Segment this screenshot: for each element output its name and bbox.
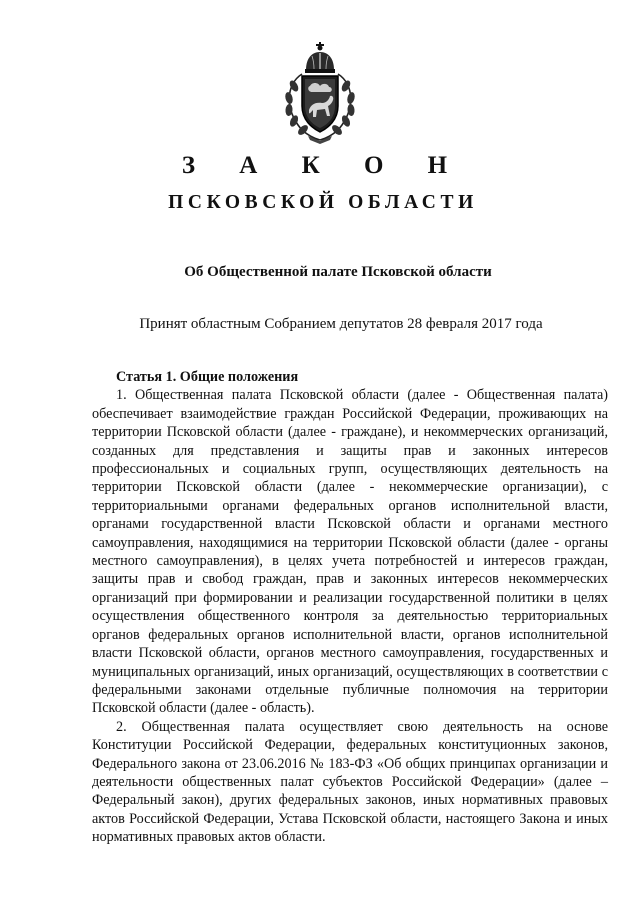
document-body bbox=[92, 368, 608, 847]
adoption-line: Принят областным Собранием депутатов 28 февраля 2017 года bbox=[139, 316, 543, 332]
article-heading: Статья 1. Общие положения bbox=[116, 369, 299, 385]
article-paragraph-2: 2. Общественная палата осуществляет свою деятельность на основе Конституции Российской Федерации, федеральных конституционных законов, Федерального закона от 23.06.2016 № 183-ФЗ «Об общих принципах организации и деятельности общественных палат субъектов Российской Федерации» (далее – Федеральный закон), других федеральных законов, иных нормативных правовых актов Российской Федерации, Устава Псковской области, настоящего Закона и иных нормативных правовых актов области. bbox=[92, 718, 608, 846]
document-subtitle: ПСКОВСКОЙ ОБЛАСТИ bbox=[168, 192, 478, 213]
article-paragraph-1: 1. Общественная палата Псковской области (далее - Общественная палата) обеспечивает взаимодействие граждан Российской Федерации, проживающих на территории Псковской области (далее - граждане), и некоммерческих организаций, созданных для представления и защиты прав и законных интересов профессиональных и социальных групп, осуществляющих деятельность на территории Псковской области (далее - некоммерческие организации), с территориальными органами федеральных органов исполнительной власти, органами государственной власти Псковской области и органами местного самоуправления, находящимися на территории Псковской области (далее - органы местного самоуправления), в целях учета потребностей и интересов граждан, защиты прав и свобод граждан, прав и законных интересов некоммерческих организаций при формировании и реализации государственной политики в целях осуществления общественного контроля за деятельностью территориальных органов федеральных органов исполнительной власти, органов исполнительной власти Псковской области, органов местного самоуправления, государственных и муниципальных организаций, иных организаций, осуществляющих в соответствии с федеральными законами отдельные публичные полномочия на территории Псковской области (далее - область). bbox=[92, 387, 608, 717]
document-title: З А К О Н bbox=[181, 152, 467, 179]
law-name: Об Общественной палате Псковской области bbox=[184, 264, 492, 280]
pskov-region-coat-of-arms-icon bbox=[272, 40, 368, 144]
